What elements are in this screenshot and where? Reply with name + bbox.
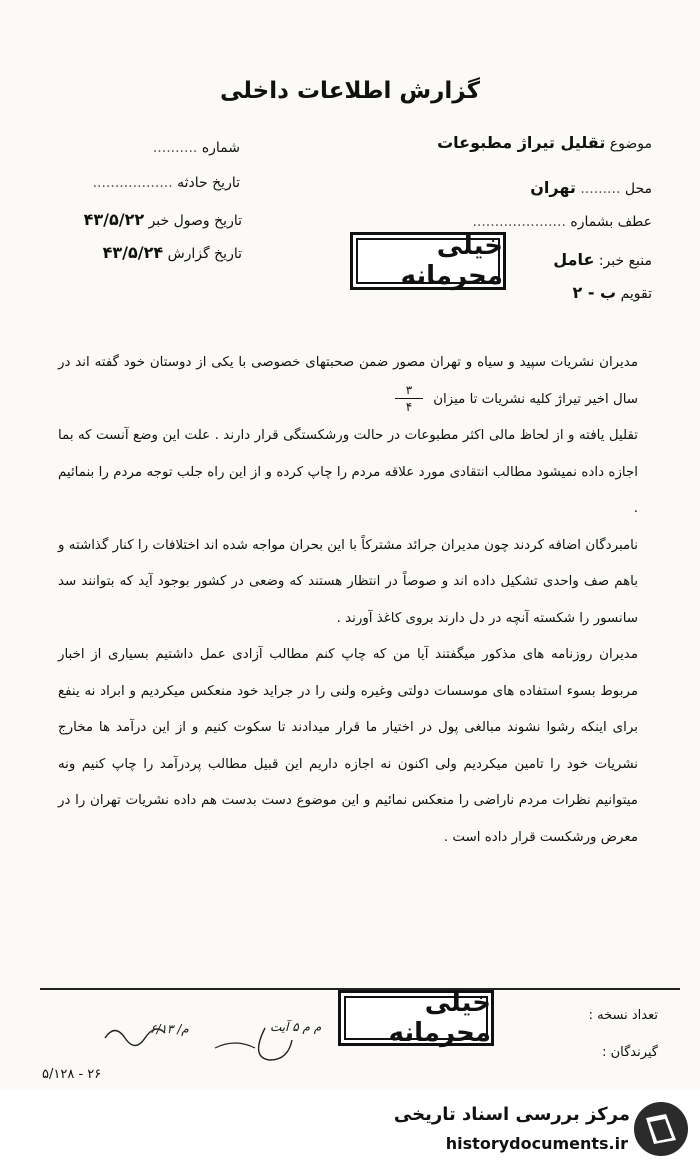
signature-scribbles: [95, 1008, 355, 1068]
handwritten-note-2: م/ ۶/۱۳: [150, 1022, 189, 1036]
paragraph-4: مدیران روزنامه های مذکور میگفتند آیا من که چاپ کنم مطالب آزادی عمل داشتیم بسیاری از اخبار مربوط بسوء استفاده های موسسات دولتی وغیره ولنی را در جراید خود منعکس میکردیم و ابراد نه ینفع برای اینکه رشوا نشوند مبالغی پول در اختیار ما قرار میدادند تا سکوت کنیم و از این درآمد ها مخارج نشریات خود را تامین میکردیم ولی اکنون نه اجازه داریم این قبیل مطالب پردرآمد را چاپ کنیم ونه میتوانیم نظرات مردم ناراضی را منعکس نمائیم و این موضوع دست بدست هم داده نشریات تهران را در معرض ورشکست قرار داده است .: [58, 647, 638, 845]
header-received-date: تاریخ وصول خبر ۴۳/۵/۲۲: [83, 210, 242, 229]
paragraph-2: تقلیل یافته و از لحاظ مالی اکثر مطبوعات در حالت ورشکستگی قرار دارند . علت این وضع آنست که بما اجازه داده نمیشود مطالب انتقادی مورد علاقه مردم را چاپ کرده و از این راه جلب توجه مردم را بنمائیم .: [58, 428, 638, 516]
copies-label: تعداد نسخه :: [588, 1008, 658, 1023]
document-title: گزارش اطلاعات داخلی: [220, 78, 480, 104]
header-subject: موضوع تقلیل تیراژ مطبوعات: [437, 133, 652, 152]
recipients-label: گیرندگان :: [602, 1045, 658, 1060]
header-rating: تقویم ب - ۲: [572, 283, 652, 302]
report-body: [58, 345, 638, 856]
header-incident-date: تاریخ حادثه ..................: [92, 175, 240, 191]
header-number: شماره ..........: [152, 140, 240, 156]
header-reference: عطف بشماره .....................: [472, 214, 652, 230]
confidential-stamp-bottom: خیلی محرمانه: [338, 990, 494, 1046]
header-source: منبع خبر: عامل: [553, 250, 652, 269]
handwritten-note-1: م م ۵ آیت: [270, 1020, 322, 1034]
document-number: ۲۶ - ۵/۱۲۸: [42, 1067, 102, 1082]
brand-url: historydocuments.ir: [445, 1134, 628, 1153]
fraction: $\frac{۳}{۴}$: [395, 383, 423, 414]
header-report-date: تاریخ گزارش ۴۳/۵/۲۴: [102, 243, 242, 262]
paragraph-1: مدیران نشریات سپید و سیاه و تهران مصور ضمن صحبتهای خصوصی با یکی از دوستان خود گفته اند در سال اخیر تیراژ کلیه نشریات تا میزان $\frac{۳}{۴}$: [58, 355, 638, 414]
brand-name-fa: مرکز بررسی اسناد تاریخی: [393, 1104, 630, 1125]
paragraph-3: نامبردگان اضافه کردند چون مدیران جرائد مشترکاً با این بحران مواجه شده اند اختلافات را کنار گذاشته و باهم صف واحدی تشکیل داده اند و صوصاً در انتظار هستند که وضعی در کشور بوجود آید که بتوانند سد سانسور را شکسته آنچه در دل دارند بروی کاغذ آورند .: [58, 537, 638, 626]
brand-logo-icon: [632, 1100, 690, 1158]
header-location: محل ......... تهران: [530, 178, 652, 197]
confidential-stamp: خیلی محرمانه: [350, 232, 506, 290]
